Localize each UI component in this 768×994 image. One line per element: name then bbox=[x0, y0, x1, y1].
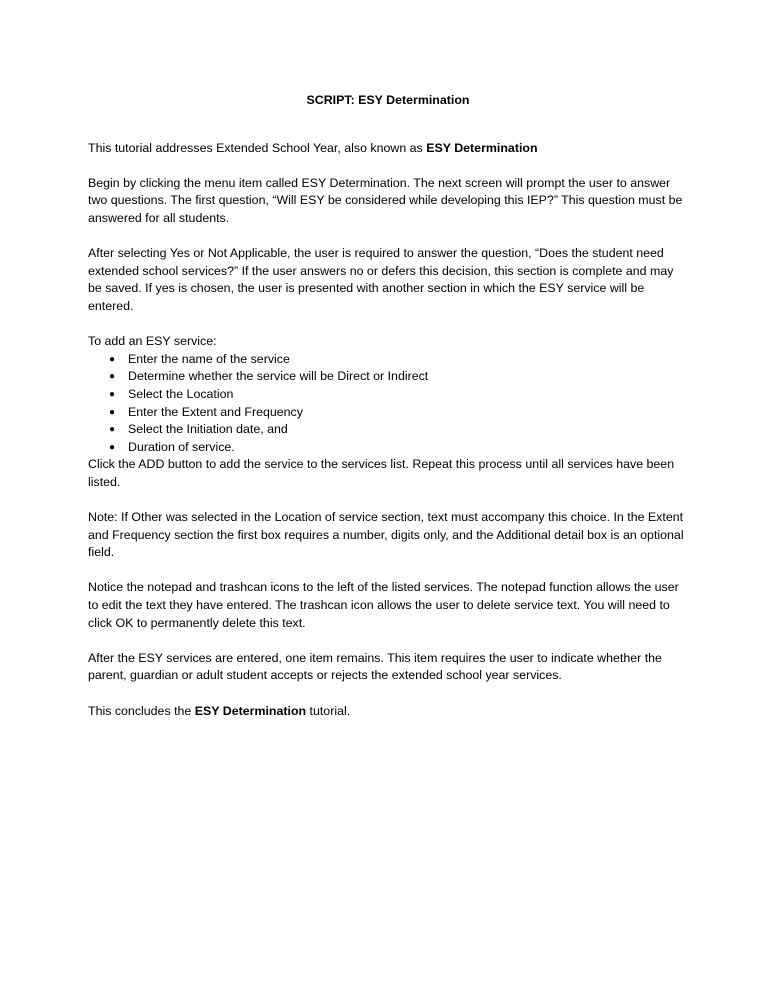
list-intro: To add an ESY service: bbox=[88, 334, 217, 349]
conclusion-suffix: tutorial. bbox=[306, 703, 351, 718]
bullet-icon: ● bbox=[109, 353, 116, 365]
document-body bbox=[88, 92, 688, 738]
step-text: Enter the Extent and Frequency bbox=[128, 404, 303, 419]
bullet-icon: ● bbox=[109, 441, 116, 453]
step-text: Select the Initiation date, and bbox=[128, 422, 288, 437]
step-text: Duration of service. bbox=[128, 439, 235, 454]
step-text: Select the Location bbox=[128, 386, 234, 401]
bullet-icon: ● bbox=[109, 406, 116, 418]
list-item bbox=[88, 421, 688, 439]
list-outro: Click the ADD button to add the service to the services list. Repeat this process until all services have been listed. bbox=[88, 457, 675, 489]
intro-paragraph bbox=[88, 140, 688, 158]
bullet-icon: ● bbox=[109, 424, 116, 436]
list-item bbox=[88, 404, 688, 422]
list-item bbox=[88, 386, 688, 404]
steps-list bbox=[88, 351, 688, 457]
list-item bbox=[88, 439, 688, 457]
step-text: Determine whether the service will be Direct or Indirect bbox=[128, 369, 429, 384]
bullet-icon: ● bbox=[109, 388, 116, 400]
conclusion-paragraph bbox=[88, 703, 688, 721]
list-item bbox=[88, 368, 688, 386]
conclusion-prefix: This concludes the bbox=[88, 703, 195, 718]
paragraph-icons: Notice the notepad and trashcan icons to the left of the listed services. The notepad function allows the user to edit the text they have entered. The trashcan icon allows the user to delete service text. You will need to click OK to permanently delete this text. bbox=[88, 580, 679, 630]
intro-text: This tutorial addresses Extended School Year, also known as bbox=[88, 140, 427, 155]
intro-bold-term: ESY Determination bbox=[426, 140, 538, 155]
paragraph-final-item: After the ESY services are entered, one item remains. This item requires the user to indicate whether the parent, guardian or adult student accepts or rejects the extended school year services. bbox=[88, 650, 662, 683]
note-paragraph: Note: If Other was selected in the Location of service section, text must accompany this choice. In the Extent and Frequency section the first box requires a number, digits only, and the Additional detail box is an optional field. bbox=[88, 510, 684, 560]
paragraph-second-question: After selecting Yes or Not Applicable, the user is required to answer the question, “Does the student need extended school services?” If the user answers no or defers this decision, this section is complete and may be saved. If yes is chosen, the user is presented with another section in which the ESY service will be entered. bbox=[88, 246, 674, 313]
bullet-icon: ● bbox=[109, 371, 116, 383]
conclusion-bold-term: ESY Determination bbox=[194, 703, 307, 718]
paragraph-menu-item: Begin by clicking the menu item called ESY Determination. The next screen will prompt the user to answer two questions. The first question, “Will ESY be considered while developing this IEP?” This question must be answered for all students. bbox=[88, 175, 683, 225]
step-text: Enter the name of the service bbox=[128, 351, 290, 366]
document-title: SCRIPT: ESY Determination bbox=[306, 93, 470, 107]
list-item bbox=[88, 351, 688, 369]
